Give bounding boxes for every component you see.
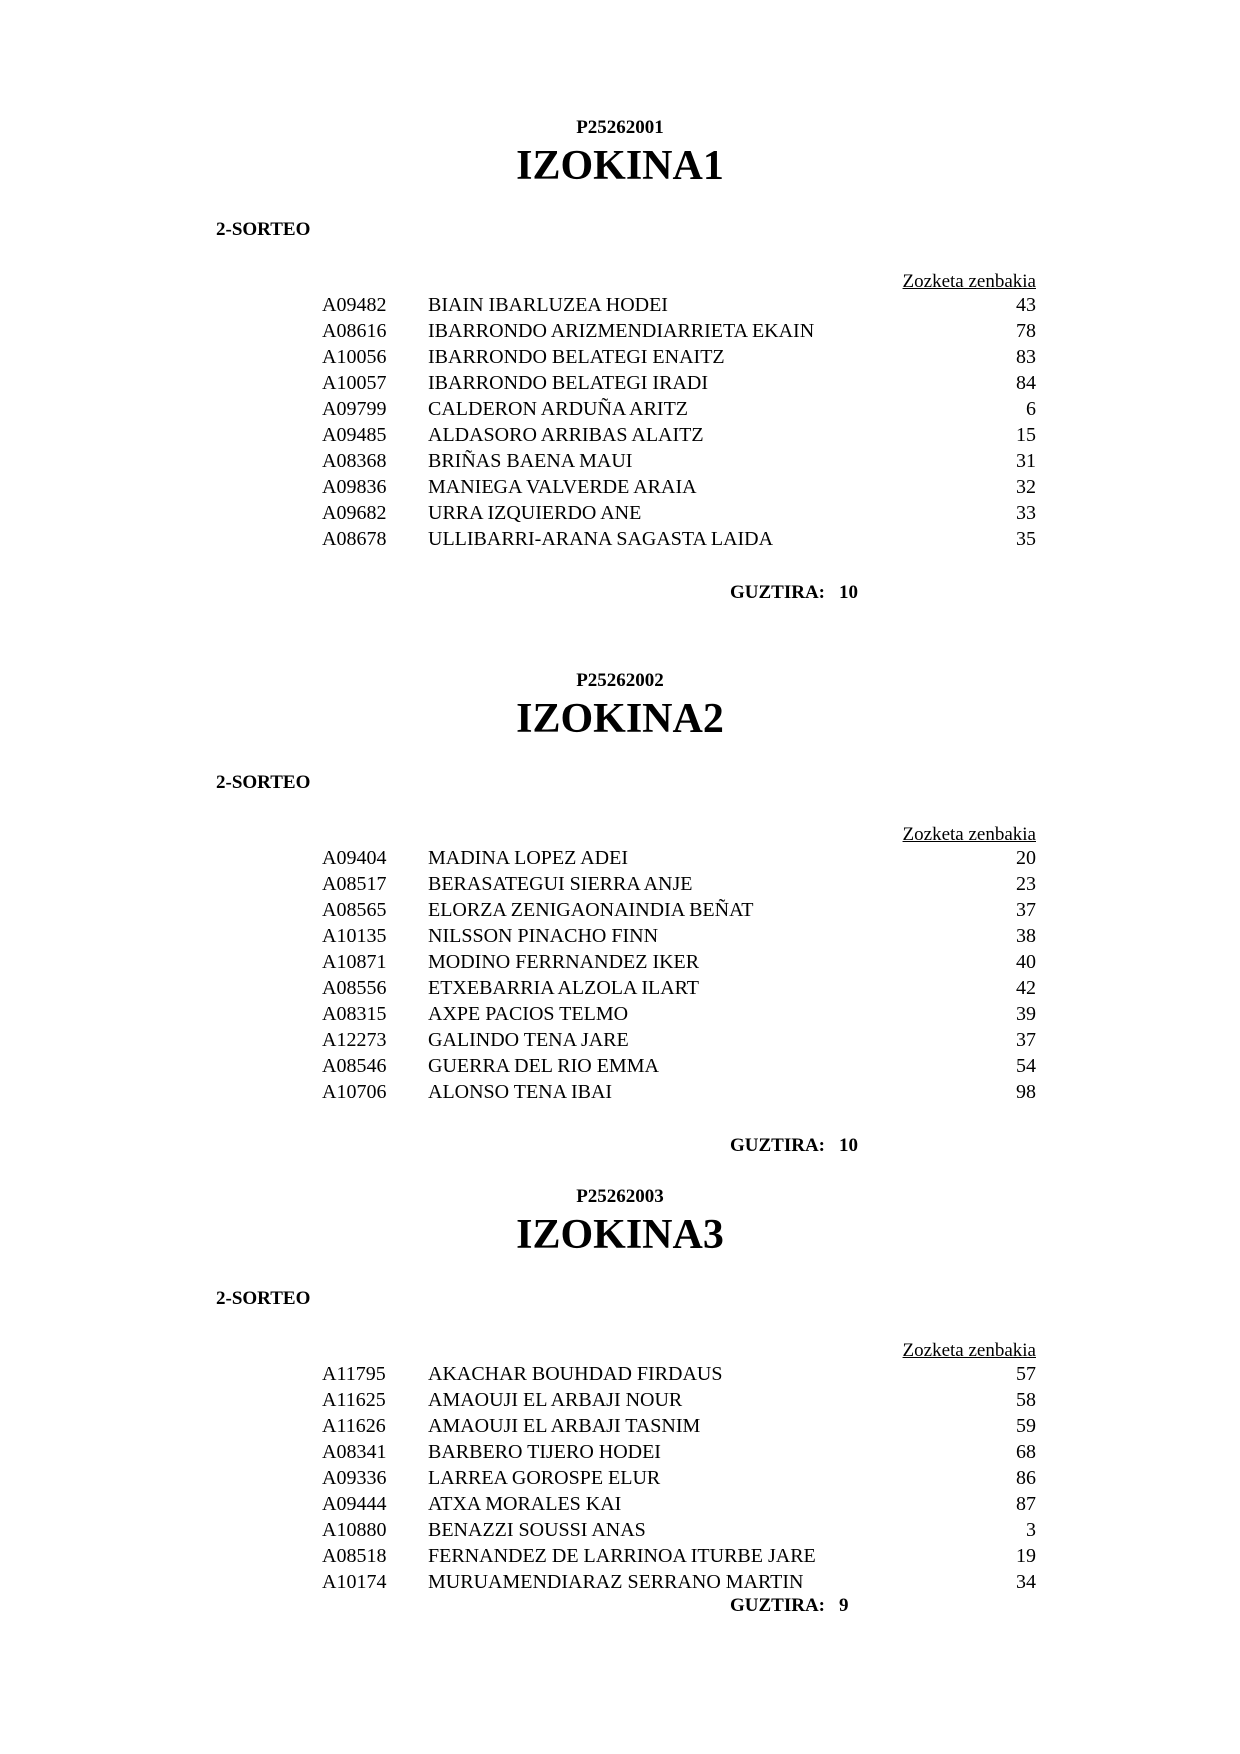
entry-number: 34 [1016,1571,1036,1593]
entry-name: ELORZA ZENIGAONAINDIA BEÑAT [428,899,754,921]
entry-number: 57 [1016,1363,1036,1385]
entry-name: MANIEGA VALVERDE ARAIA [428,476,697,498]
list-item [0,975,1240,1001]
entry-number: 42 [1016,977,1036,999]
section-code: P25262001 [576,117,664,138]
column-header: Zozketa zenbakia [902,824,1036,845]
list-item [0,871,1240,897]
list-item [0,1491,1240,1517]
entry-id: A08565 [322,899,387,921]
entry-id: A08315 [322,1003,387,1025]
entry-number: 33 [1016,502,1036,524]
entry-number: 43 [1016,294,1036,316]
entry-number: 31 [1016,450,1036,472]
list-item [0,474,1240,500]
entry-id: A11625 [322,1389,386,1411]
entry-id: A08546 [322,1055,387,1077]
entry-id: A09836 [322,476,387,498]
list-item [0,1413,1240,1439]
entry-name: IBARRONDO BELATEGI ENAITZ [428,346,725,368]
list-item [0,344,1240,370]
entry-name: BENAZZI SOUSSI ANAS [428,1519,646,1541]
entry-name: BRIÑAS BAENA MAUI [428,450,633,472]
list-item [0,500,1240,526]
total-line [730,1135,858,1157]
entry-id: A10706 [322,1081,387,1103]
sorteo-label: 2-SORTEO [216,219,311,240]
entry-name: ULLIBARRI-ARANA SAGASTA LAIDA [428,528,774,550]
list-item [0,318,1240,344]
entry-id: A08517 [322,873,387,895]
entry-id: A09336 [322,1467,387,1489]
list-item [0,1387,1240,1413]
list-item [0,1517,1240,1543]
entry-id: A09682 [322,502,387,524]
total-label: GUZTIRA: [730,1135,826,1156]
entry-number: 23 [1016,873,1036,895]
list-item [0,526,1240,552]
entry-id: A11626 [322,1415,386,1437]
entry-name: BIAIN IBARLUZEA HODEI [428,294,668,316]
entry-name: AXPE PACIOS TELMO [428,1003,629,1025]
entry-id: A08518 [322,1545,387,1567]
section-title: IZOKINA1 [516,143,724,189]
entry-name: ALONSO TENA IBAI [428,1081,613,1103]
entry-number: 39 [1016,1003,1036,1025]
list-item [0,845,1240,871]
list-item [0,1361,1240,1387]
entry-id: A10135 [322,925,387,947]
entry-number: 54 [1016,1055,1036,1077]
entry-number: 86 [1016,1467,1036,1489]
list-item [0,1027,1240,1053]
list-item [0,1465,1240,1491]
entry-id: A08678 [322,528,387,550]
entry-name: CALDERON ARDUÑA ARITZ [428,398,689,420]
entry-id: A10174 [322,1571,387,1593]
list-item [0,1001,1240,1027]
entry-number: 59 [1016,1415,1036,1437]
entry-name: AMAOUJI EL ARBAJI NOUR [428,1389,683,1411]
sorteo-label: 2-SORTEO [216,1288,311,1309]
entry-name: IBARRONDO BELATEGI IRADI [428,372,708,394]
entry-number: 15 [1016,424,1036,446]
section-title: IZOKINA3 [516,1212,724,1258]
total-value: 10 [839,582,859,603]
column-header: Zozketa zenbakia [902,271,1036,292]
entry-number: 98 [1016,1081,1036,1103]
total-label: GUZTIRA: [730,1595,826,1616]
entry-number: 84 [1016,372,1036,394]
column-header: Zozketa zenbakia [902,1340,1036,1361]
entry-number: 87 [1016,1493,1036,1515]
entry-name: ETXEBARRIA ALZOLA ILART [428,977,700,999]
entry-name: AMAOUJI EL ARBAJI TASNIM [428,1415,701,1437]
section-code: P25262003 [576,1186,664,1207]
entry-name: FERNANDEZ DE LARRINOA ITURBE JARE [428,1545,816,1567]
list-item [0,448,1240,474]
entry-name: NILSSON PINACHO FINN [428,925,659,947]
entry-name: GUERRA DEL RIO EMMA [428,1055,659,1077]
list-item [0,422,1240,448]
section-title: IZOKINA2 [516,696,724,742]
total-value: 10 [839,1135,859,1156]
entry-name: BERASATEGUI SIERRA ANJE [428,873,693,895]
entry-id: A09482 [322,294,387,316]
entry-name: ALDASORO ARRIBAS ALAITZ [428,424,704,446]
entry-id: A10880 [322,1519,387,1541]
section-code: P25262002 [576,670,664,691]
entry-name: MADINA LOPEZ ADEI [428,847,628,869]
entry-id: A11795 [322,1363,386,1385]
entry-name: IBARRONDO ARIZMENDIARRIETA EKAIN [428,320,815,342]
entry-id: A10871 [322,951,387,973]
entry-id: A09444 [322,1493,387,1515]
entry-number: 78 [1016,320,1036,342]
entry-list [0,845,1240,1105]
entry-number: 83 [1016,346,1036,368]
entry-id: A09404 [322,847,387,869]
total-label: GUZTIRA: [730,582,826,603]
entry-number: 20 [1016,847,1036,869]
list-item [0,949,1240,975]
entry-number: 3 [1026,1519,1036,1541]
entry-id: A08368 [322,450,387,472]
entry-id: A10057 [322,372,387,394]
entry-number: 68 [1016,1441,1036,1463]
entry-list [0,292,1240,552]
entry-number: 38 [1016,925,1036,947]
list-item [0,1569,1240,1595]
list-item [0,923,1240,949]
entry-number: 58 [1016,1389,1036,1411]
total-value: 9 [839,1595,849,1616]
entry-name: MURUAMENDIARAZ SERRANO MARTIN [428,1571,804,1593]
list-item [0,396,1240,422]
entry-name: MODINO FERRNANDEZ IKER [428,951,700,973]
entry-number: 32 [1016,476,1036,498]
entry-number: 19 [1016,1545,1036,1567]
entry-name: ATXA MORALES KAI [428,1493,622,1515]
entry-id: A09485 [322,424,387,446]
entry-list [0,1361,1240,1595]
list-item [0,1053,1240,1079]
entry-number: 37 [1016,899,1036,921]
entry-number: 35 [1016,528,1036,550]
list-item [0,292,1240,318]
entry-id: A12273 [322,1029,387,1051]
entry-id: A08556 [322,977,387,999]
entry-name: GALINDO TENA JARE [428,1029,629,1051]
sorteo-label: 2-SORTEO [216,772,311,793]
entry-number: 40 [1016,951,1036,973]
list-item [0,1439,1240,1465]
entry-number: 6 [1026,398,1036,420]
entry-name: LARREA GOROSPE ELUR [428,1467,661,1489]
total-line [730,582,858,604]
list-item [0,897,1240,923]
list-item [0,1543,1240,1569]
entry-number: 37 [1016,1029,1036,1051]
entry-id: A10056 [322,346,387,368]
entry-id: A08341 [322,1441,387,1463]
entry-id: A08616 [322,320,387,342]
list-item [0,1079,1240,1105]
entry-name: URRA IZQUIERDO ANE [428,502,642,524]
entry-id: A09799 [322,398,387,420]
list-item [0,370,1240,396]
entry-name: AKACHAR BOUHDAD FIRDAUS [428,1363,723,1385]
entry-name: BARBERO TIJERO HODEI [428,1441,661,1463]
total-line [730,1595,849,1617]
